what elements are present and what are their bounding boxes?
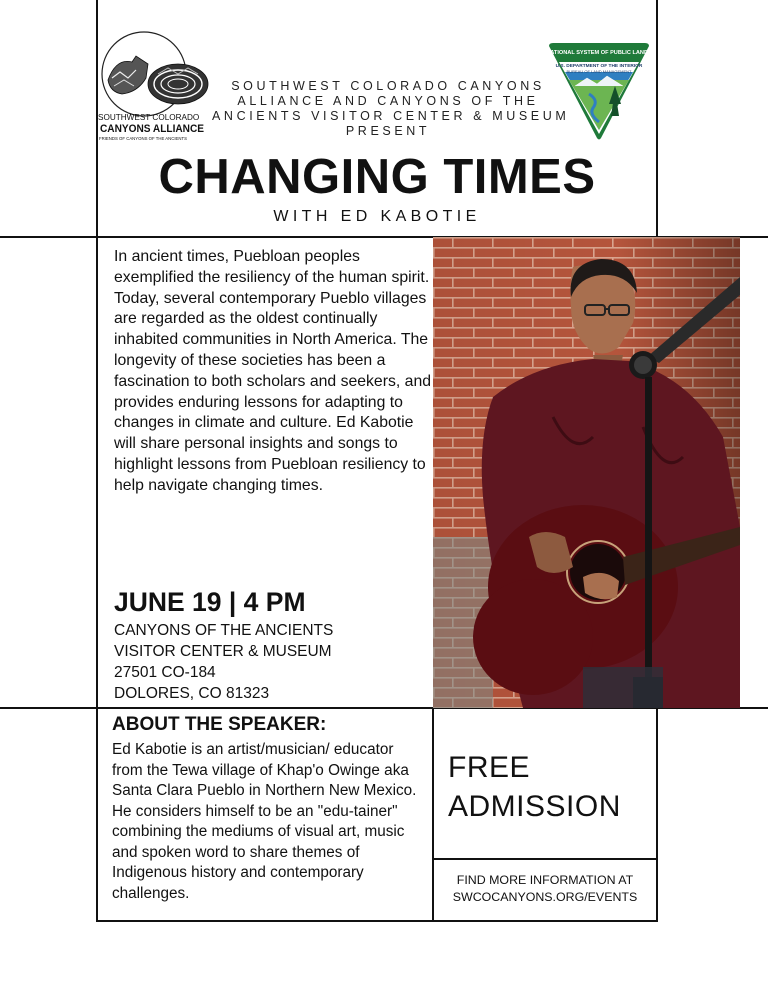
blm-line2: U.S. DEPARTMENT OF THE INTERIOR [555,64,643,69]
admission-line: FREE [448,751,531,784]
canyons-alliance-line1: SOUTHWEST COLORADO [98,113,200,122]
presenters-line: SOUTHWEST COLORADO CANYONS [231,79,545,93]
left-border-middle [96,236,98,922]
intro-paragraph: In ancient times, Puebloan peoples exemplified the resiliency of the human spirit. Today, several contemporary Pueblo villages are regarded as the oldest continually inhabited communities in North America. The longevity of these societies has been a fascination to both scholars and seekers, and provides enduring lessons for adapting to changes in climate and culture. Ed Kabotie will share personal insights and songs to highlight lessons from Puebloan resiliency to help navigate changing times. [114,248,432,494]
venue-line: VISITOR CENTER & MUSEUM [114,643,332,660]
venue-line: CANYONS OF THE ANCIENTS [114,622,334,639]
more-info-label: FIND MORE INFORMATION AT [456,873,634,887]
canyons-alliance-line2: CANYONS ALLIANCE [100,123,204,135]
admission-line: ADMISSION [448,790,621,823]
canyons-alliance-logo [98,28,216,146]
blm-line1: NATIONAL SYSTEM OF PUBLIC LANDS [546,50,652,56]
event-subtitle: WITH ED KABOTIE [273,208,481,225]
free-admission [448,748,621,826]
venue-line: DOLORES, CO 81323 [114,685,270,702]
presenters-line: ANCIENTS VISITOR CENTER & MUSEUM [212,109,570,123]
right-border-top [656,0,658,238]
about-heading: ABOUT THE SPEAKER: [112,714,327,735]
about-body: Ed Kabotie is an artist/musician/ educator from the Tewa village of Khap'o Owinge aka Santa Clara Pueblo in Northern New Mexico. He considers himself to be an "edu-tainer" combining the mediums of visual art, music and spoken word to share themes of Indigenous history and contemporary challenges. [112,741,417,902]
presenters-line: PRESENT [345,124,431,138]
speaker-photo [433,237,740,708]
bottom-border [96,920,658,922]
event-title: CHANGING TIMES [158,150,596,204]
presenters-line: ALLIANCE AND CANYONS OF THE [237,94,539,108]
venue-line: 27501 CO-184 [114,664,216,681]
blm-line3: BUREAU OF LAND MANAGEMENT [566,69,632,74]
event-date-time: JUNE 19 | 4 PM [114,587,306,617]
more-info-url[interactable]: SWCOCANYONS.ORG/EVENTS [452,890,638,904]
canyons-alliance-line3: FRIENDS OF CANYONS OF THE ANCIENTS [99,136,188,141]
presenters-text [212,79,570,139]
info-divider [432,858,658,860]
event-venue [114,620,333,704]
more-info [433,872,657,906]
